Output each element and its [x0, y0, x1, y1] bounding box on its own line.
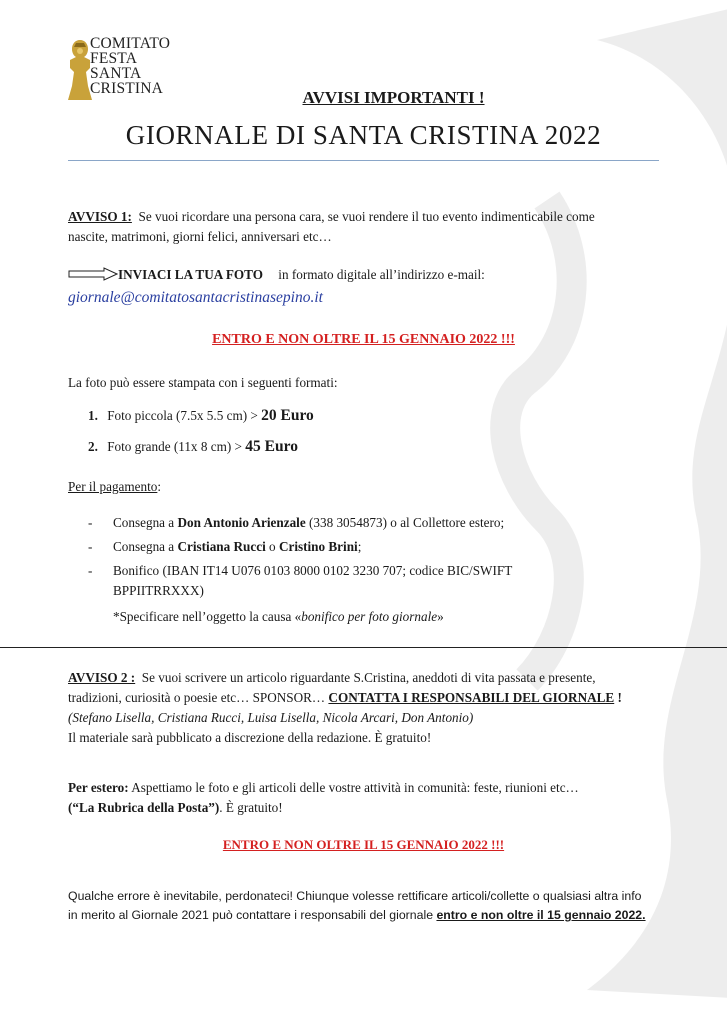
logo-line-3: SANTA [90, 65, 142, 82]
avviso-2-text: AVVISO 2 : Se vuoi scrivere un articolo riguardante S.Cristina, aneddoti di vita passata e presente, tradizioni, curiosità o poesie etc… SPONSOR… CONTATTA I RESPONSABILI DEL GIORNALE ! (Stefano Lisella, Cristiana Rucci, Luisa Lisella, Nicola Arcari, Don Antonio) Il materiale sarà pubblicato a discrezione della redazione. È gratuito! [68, 670, 622, 745]
bank-details-line-2: BPPIITRRXXX) [113, 583, 204, 598]
publication-note: Il materiale sarà pubblicato a discrezione della redazione. È gratuito! [68, 730, 432, 745]
avviso-2-label: AVVISO 2 : [68, 670, 136, 685]
send-photo-label: INVIACI LA TUA FOTO [118, 267, 263, 282]
contact-name: Don Antonio Arienzale [177, 515, 306, 530]
format-price: 20 Euro [261, 407, 314, 424]
format-text: Foto grande (11x 8 cm) > [107, 439, 246, 454]
notice-heading: AVVISI IMPORTANTI ! [302, 88, 485, 107]
payment-item: - Bonifico (IBAN IT14 U076 0103 8000 0102 3230 707; codice BIC/SWIFT BPPIITRRXXX) [88, 563, 513, 598]
contact-name: Cristiana Rucci [177, 539, 266, 554]
bank-details-line-1: Bonifico (IBAN IT14 U076 0103 8000 0102 3230 707; codice BIC/SWIFT [113, 563, 513, 578]
outline-arrow-right-icon [68, 267, 118, 281]
format-number: 1. [88, 408, 98, 423]
avviso-2-line-2: tradizioni, curiosità o poesie etc… SPONSOR… [68, 690, 329, 705]
format-text: Foto piccola (7.5x 5.5 cm) > [107, 408, 262, 423]
avviso-2-line-1: Se vuoi scrivere un articolo riguardante S.Cristina, aneddoti di vita passata e presente, [141, 670, 596, 685]
editor-names: (Stefano Lisella, Cristiana Rucci, Luisa Lisella, Nicola Arcari, Don Antonio) [68, 710, 474, 725]
payment-note: *Specificare nell’oggetto la causa «bonifico per foto giornale» [113, 609, 444, 624]
footer-deadline: entro e non oltre il 15 gennaio 2022. [436, 908, 646, 922]
send-photo-text: in formato digitale all’indirizzo e-mail: [278, 267, 485, 282]
logo-line-4: CRISTINA [90, 80, 164, 97]
payment-item: - Consegna a Don Antonio Arienzale (338 3054873) o al Collettore estero; [88, 515, 505, 530]
payment-label: Per il pagamento [68, 479, 158, 494]
avviso-1-label: AVVISO 1: [68, 209, 132, 224]
deadline-notice-1: ENTRO E NON OLTRE IL 15 GENNAIO 2022 !!! [212, 332, 515, 347]
contact-editors-text: CONTATTA I RESPONSABILI DEL GIORNALE [328, 690, 615, 705]
footer-line-1: Qualche errore è inevitabile, perdonateci! Chiunque volesse rettificare articoli/collette o qualsiasi altra info [68, 889, 642, 903]
logo-line-1: COMITATO [90, 35, 171, 52]
send-photo-line [68, 265, 668, 285]
format-item [88, 438, 298, 456]
title-divider [68, 160, 659, 161]
avviso-1-text [68, 207, 668, 247]
payment-item: - Consegna a Cristiana Rucci o Cristino Brini; [88, 539, 362, 554]
payment-colon: : [157, 479, 162, 494]
contact-name: Cristino Brini [278, 539, 358, 554]
format-price: 45 Euro [245, 438, 298, 455]
formats-intro: La foto può essere stampata con i seguenti formati: [68, 375, 338, 390]
deadline-notice-2: ENTRO E NON OLTRE IL 15 GENNAIO 2022 !!! [222, 837, 505, 852]
foreign-notice: Per estero: Aspettiamo le foto e gli articoli delle vostre attività in comunità: feste, riunioni etc… (“La Rubrica della Posta”). È gratuito! [68, 780, 579, 815]
footer-disclaimer [68, 887, 688, 925]
rubrica-title: (“La Rubrica della Posta”) [68, 800, 220, 815]
format-number: 2. [88, 439, 98, 454]
payment-heading [68, 477, 161, 497]
email-link[interactable]: giornale@comitatosantacristinasepino.it [68, 289, 323, 306]
payment-list [88, 513, 668, 627]
footer-line-2: in merito al Giornale 2021 può contattare i responsabili del giornale [68, 908, 437, 922]
avviso-1-line-1: Se vuoi ricordare una persona cara, se vuoi rendere il tuo evento indimenticabile come [138, 209, 595, 224]
foreign-label: Per estero: [68, 780, 129, 795]
section-divider [0, 647, 727, 648]
page-title: GIORNALE DI SANTA CRISTINA 2022 [125, 120, 602, 150]
logo-line-2: FESTA [90, 50, 138, 67]
format-item [88, 407, 314, 425]
avviso-1-line-2: nascite, matrimoni, giorni felici, anniversari etc… [68, 229, 332, 244]
